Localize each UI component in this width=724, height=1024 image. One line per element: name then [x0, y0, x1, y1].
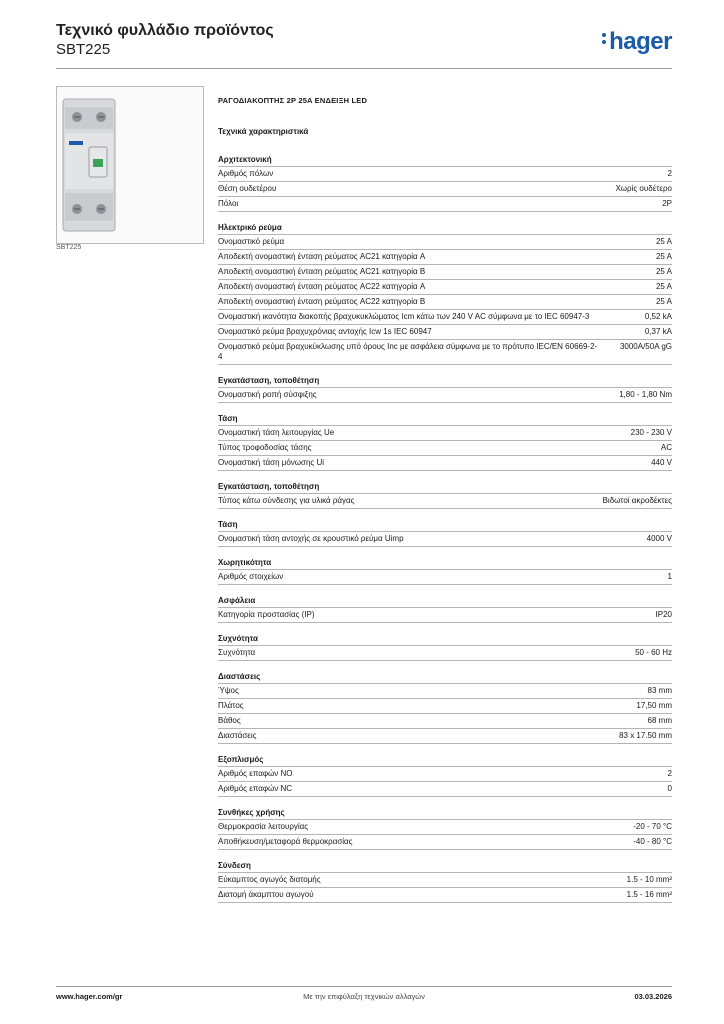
spec-row [218, 264, 672, 279]
spec-group-title: Ασφάλεια [218, 596, 256, 605]
spec-row [218, 683, 672, 698]
footer-url[interactable]: www.hager.com/gr [56, 992, 123, 1001]
spec-row [218, 493, 672, 509]
spec-group [218, 595, 672, 623]
spec-row [218, 455, 672, 471]
spec-label: Ονομαστική τάση μόνωσης Ui [218, 458, 325, 467]
spec-row [218, 872, 672, 887]
spec-label: Διαστάσεις [218, 731, 257, 740]
spec-group-title: Τάση [218, 520, 238, 529]
spec-group [218, 519, 672, 547]
spec-row [218, 339, 672, 365]
spec-label: Ονομαστικό ρεύμα [218, 237, 285, 246]
spec-group [218, 375, 672, 403]
logo-dots-icon [602, 30, 607, 47]
spec-value: Χωρίς ουδέτερο [615, 184, 672, 193]
spec-group [218, 222, 672, 365]
spec-value: 230 - 230 V [630, 428, 672, 437]
product-sku: SBT225 [56, 41, 111, 58]
spec-value: 2 [667, 169, 672, 178]
spec-value: 17,50 mm [636, 701, 672, 710]
spec-group-title: Συχνότητα [218, 634, 258, 643]
spec-row [218, 781, 672, 797]
footer-date: 03.03.2026 [634, 992, 672, 1001]
header-divider [56, 68, 672, 69]
hager-logo [602, 28, 672, 56]
spec-value: 50 - 60 Hz [635, 648, 672, 657]
spec-label: Αριθμός στοιχείων [218, 572, 284, 581]
spec-value: 25 A [655, 267, 672, 276]
switch-device-icon [57, 87, 203, 243]
spec-label: Συχνότητα [218, 648, 256, 657]
product-image [56, 86, 204, 244]
spec-value: 0,52 kA [644, 312, 672, 321]
spec-label: Θέση ουδετέρου [218, 184, 277, 193]
spec-group-title: Διαστάσεις [218, 672, 261, 681]
spec-row [218, 713, 672, 728]
spec-value: AC [660, 443, 672, 452]
spec-value: 4000 V [646, 534, 672, 543]
spec-value: 440 V [651, 458, 672, 467]
spec-value: -40 - 80 °C [633, 837, 672, 846]
spec-value: 83 x 17.50 mm [619, 731, 672, 740]
spec-label: Αριθμός επαφών NO [218, 769, 293, 778]
spec-label: Ονομαστική ροπή σύσφιξης [218, 390, 317, 399]
page-title: Τεχνικό φυλλάδιο προϊόντος [56, 22, 274, 39]
page-header [56, 22, 672, 68]
spec-row [218, 294, 672, 309]
spec-value: 83 mm [647, 686, 672, 695]
spec-group [218, 754, 672, 797]
spec-value: 25 A [655, 252, 672, 261]
spec-value: 1.5 - 10 mm² [626, 875, 672, 884]
spec-group [218, 557, 672, 585]
spec-row [218, 819, 672, 834]
spec-label: Αποδεκτή ονομαστική ένταση ρεύματος AC21 κατηγορία A [218, 252, 426, 261]
spec-group-title: Εγκατάσταση, τοποθέτηση [218, 376, 320, 385]
footer-divider [56, 986, 672, 987]
spec-value: IP20 [655, 610, 672, 619]
spec-label: Αποδεκτή ονομαστική ένταση ρεύματος AC21 κατηγορία B [218, 267, 426, 276]
spec-group-title: Χωρητικότητα [218, 558, 272, 567]
spec-value: 1,80 - 1,80 Nm [619, 390, 672, 399]
spec-label: Διατομή άκαμπτου αγωγού [218, 890, 314, 899]
spec-row [218, 728, 672, 744]
spec-label: Ύψος [218, 686, 239, 695]
spec-value: 25 A [655, 237, 672, 246]
spec-row [218, 440, 672, 455]
spec-label: Θερμοκρασία λειτουργίας [218, 822, 309, 831]
spec-row [218, 181, 672, 196]
spec-group [218, 481, 672, 509]
spec-label: Ονομαστική τάση λειτουργίας Ue [218, 428, 335, 437]
spec-group-title: Εγκατάσταση, τοποθέτηση [218, 482, 320, 491]
spec-value: 1 [667, 572, 672, 581]
spec-row [218, 766, 672, 781]
spec-content [218, 96, 672, 903]
spec-value: 2P [662, 199, 672, 208]
spec-value: 0,37 kA [644, 327, 672, 336]
spec-row [218, 324, 672, 339]
spec-label: Εύκαμπτος αγωγός διατομής [218, 875, 321, 884]
spec-row [218, 834, 672, 850]
tech-heading: Τεχνικά χαρακτηριστικά [218, 127, 309, 136]
image-caption: SBT225 [56, 244, 82, 251]
spec-value: 2 [667, 769, 672, 778]
spec-row [218, 645, 672, 661]
spec-group [218, 807, 672, 850]
spec-row [218, 196, 672, 212]
spec-label: Ονομαστικό ρεύμα βραχυχρόνιας αντοχής Icw 1s IEC 60947 [218, 327, 432, 336]
spec-row [218, 531, 672, 547]
spec-row [218, 607, 672, 623]
spec-label: Πόλοι [218, 199, 239, 208]
spec-label: Ονομαστική τάση αντοχής σε κρουστικό ρεύμα Uimp [218, 534, 404, 543]
spec-group-title: Ηλεκτρικό ρεύμα [218, 223, 282, 232]
spec-value: 68 mm [647, 716, 672, 725]
spec-value: -20 - 70 °C [633, 822, 672, 831]
spec-group-title: Σύνδεση [218, 861, 251, 870]
spec-row [218, 249, 672, 264]
spec-label: Τύπος κάτω σύνδεσης για υλικά ράγας [218, 496, 355, 505]
spec-group-title: Τάση [218, 414, 238, 423]
logo-text: hager [609, 28, 672, 55]
product-title: ΡΑΓΟΔΙΑΚΟΠΤΗΣ 2P 25A ΕΝΔΕΙΞΗ LED [218, 96, 368, 105]
spec-label: Πλάτος [218, 701, 244, 710]
spec-group-title: Συνθήκες χρήσης [218, 808, 285, 817]
spec-row [218, 166, 672, 181]
spec-row [218, 569, 672, 585]
spec-row [218, 234, 672, 249]
spec-label: Ονομαστική ικανότητα διακοπής βραχυκυκλώματος Icm κάτω των 240 V AC σύμφωνα με το IEC 60947-3 [218, 312, 590, 321]
spec-label: Αποδεκτή ονομαστική ένταση ρεύματος AC22 κατηγορία B [218, 297, 426, 306]
spec-label: Βάθος [218, 716, 241, 725]
spec-value: 25 A [655, 297, 672, 306]
spec-row [218, 309, 672, 324]
spec-label: Αριθμός επαφών NC [218, 784, 293, 793]
spec-group [218, 413, 672, 471]
spec-label: Αποθήκευση/μεταφορά θερμοκρασίας [218, 837, 353, 846]
spec-group-title: Εξοπλισμός [218, 755, 264, 764]
spec-value: 1.5 - 16 mm² [626, 890, 672, 899]
spec-label: Κατηγορία προστασίας (IP) [218, 610, 315, 619]
spec-label: Αποδεκτή ονομαστική ένταση ρεύματος AC22 κατηγορία A [218, 282, 426, 291]
spec-row [218, 698, 672, 713]
spec-value: 3000A/50A gG [619, 342, 672, 351]
spec-value: Βιδωτοί ακροδέκτες [602, 496, 672, 505]
footer-note: Με την επιφύλαξη τεχνικών αλλαγών [303, 992, 425, 1001]
spec-row [218, 387, 672, 403]
spec-group [218, 860, 672, 903]
spec-row [218, 279, 672, 294]
spec-value: 25 A [655, 282, 672, 291]
spec-row [218, 887, 672, 903]
spec-group-title: Αρχιτεκτονική [218, 155, 272, 164]
spec-group [218, 671, 672, 744]
spec-value: 0 [667, 784, 672, 793]
spec-group [218, 154, 672, 212]
spec-groups [218, 154, 672, 903]
spec-label: Ονομαστικό ρεύμα βραχυκύκλωσης υπό όρους Inc με ασφάλεια σύμφωνα με το πρότυπο IEC/EN 60669-2-4 [218, 342, 598, 361]
spec-label: Αριθμός πόλων [218, 169, 274, 178]
spec-row [218, 425, 672, 440]
spec-label: Τύπος τροφοδοσίας τάσης [218, 443, 312, 452]
spec-group [218, 633, 672, 661]
